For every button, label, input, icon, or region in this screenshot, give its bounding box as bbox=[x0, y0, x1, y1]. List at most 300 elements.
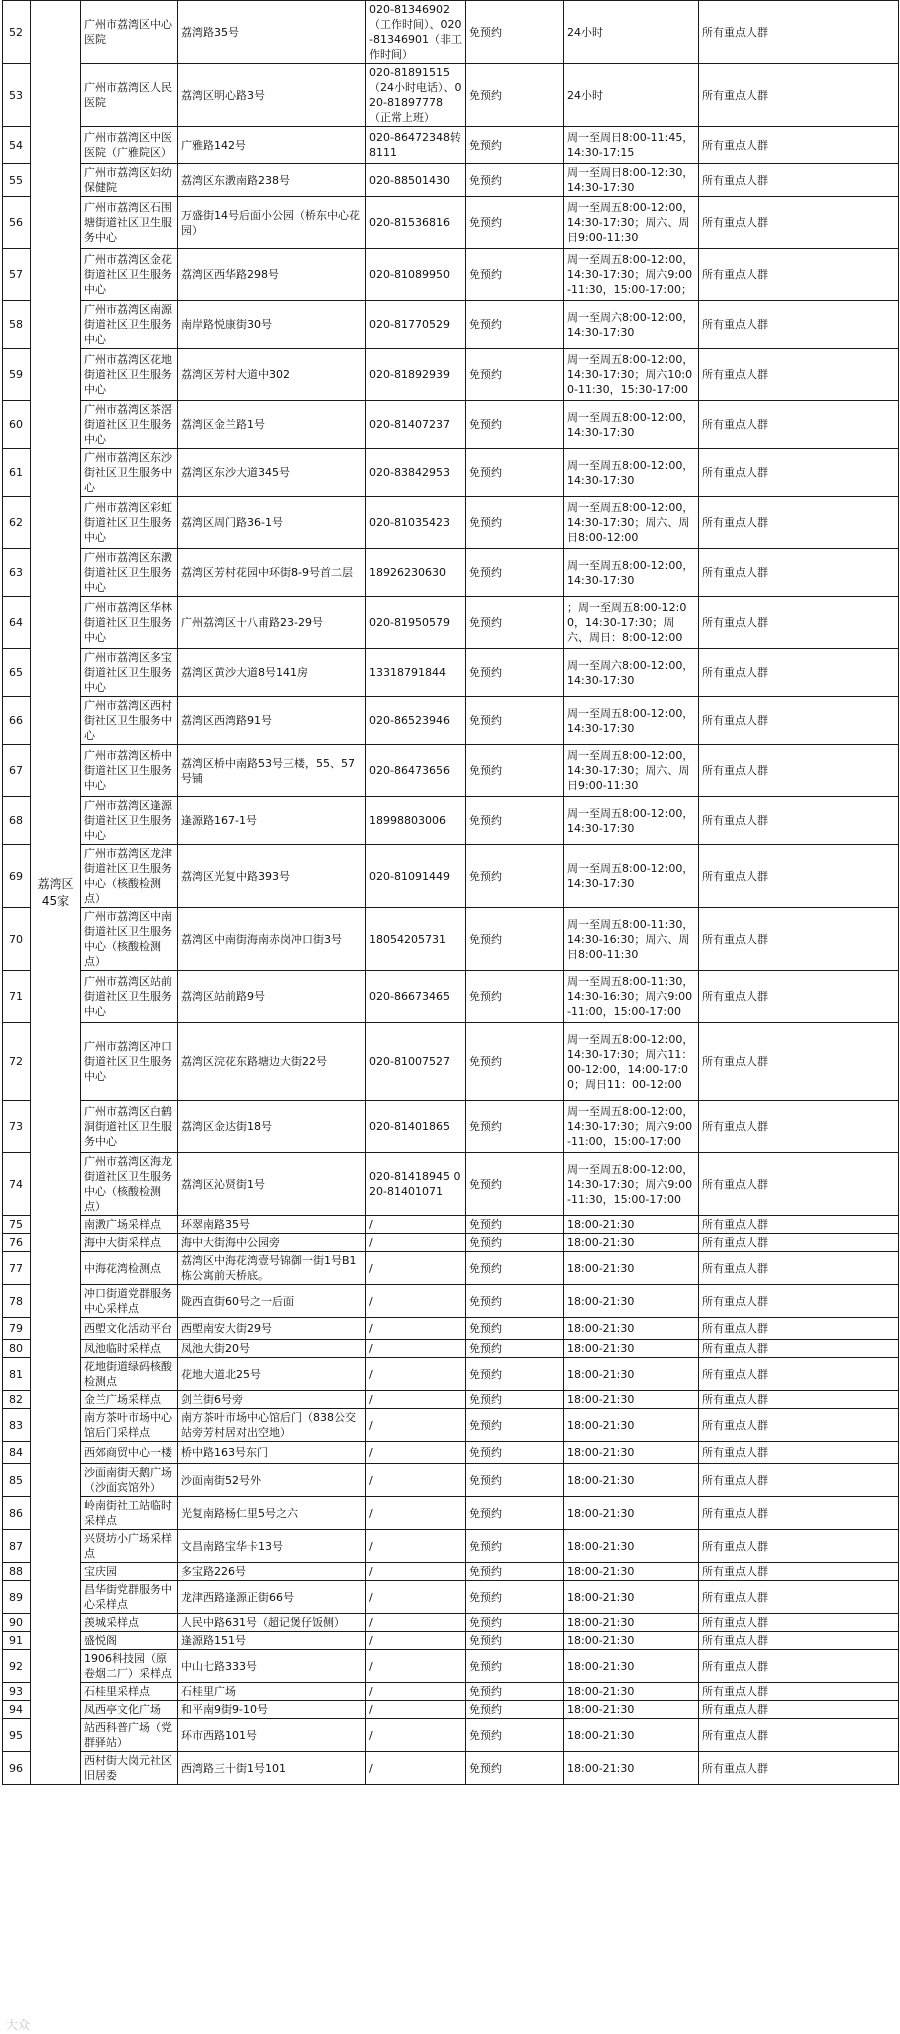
name-cell: 1906科技园（原卷烟二厂）采样点 bbox=[81, 1650, 178, 1683]
address-cell: 荔湾区明心路3号 bbox=[178, 64, 366, 127]
row-number-cell: 89 bbox=[3, 1581, 31, 1614]
table-row bbox=[3, 64, 899, 127]
hours-cell: 周一至周五8:00-12:00，14:30-17:30；周六9:00-11:00，15:00-17:00 bbox=[564, 1101, 699, 1153]
row-number-cell: 82 bbox=[3, 1391, 31, 1409]
appointment-cell: 免预约 bbox=[466, 197, 564, 249]
table-row bbox=[3, 449, 899, 497]
phone-cell: 020-86473656 bbox=[366, 745, 466, 797]
appointment-cell: 免预约 bbox=[466, 845, 564, 908]
name-cell: 广州市荔湾区金花街道社区卫生服务中心 bbox=[81, 249, 178, 301]
name-cell: 广州市荔湾区花地街道社区卫生服务中心 bbox=[81, 349, 178, 401]
hours-cell: 18:00-21:30 bbox=[564, 1391, 699, 1409]
phone-cell: / bbox=[366, 1563, 466, 1581]
table-row bbox=[3, 745, 899, 797]
address-cell: 海中大街海中公园旁 bbox=[178, 1234, 366, 1252]
hours-cell: 周一至周五8:00-12:00，14:30-17:30；周六10:00-11:30，15:30-17:00 bbox=[564, 349, 699, 401]
target-group-cell: 所有重点人群 bbox=[699, 1340, 899, 1358]
appointment-cell: 免预约 bbox=[466, 449, 564, 497]
hours-cell: 18:00-21:30 bbox=[564, 1650, 699, 1683]
name-cell: 南漖广场采样点 bbox=[81, 1216, 178, 1234]
table-row bbox=[3, 1683, 899, 1701]
appointment-cell: 免预约 bbox=[466, 1216, 564, 1234]
address-cell: 光复南路杨仁里5号之六 bbox=[178, 1497, 366, 1530]
name-cell: 宝庆园 bbox=[81, 1563, 178, 1581]
hours-cell: 18:00-21:30 bbox=[564, 1234, 699, 1252]
hours-cell: 周一至周五8:00-12:00，14:30-17:30；周六9:00-11:30，15:00-17:00； bbox=[564, 249, 699, 301]
phone-cell: / bbox=[366, 1719, 466, 1752]
table-row bbox=[3, 649, 899, 697]
name-cell: 金兰广场采样点 bbox=[81, 1391, 178, 1409]
row-number-cell: 78 bbox=[3, 1285, 31, 1318]
appointment-cell: 免预约 bbox=[466, 1530, 564, 1563]
address-cell: 荔湾区芳村大道中302 bbox=[178, 349, 366, 401]
phone-cell: / bbox=[366, 1464, 466, 1497]
hours-cell: 周一至周五8:00-12:00，14:30-17:30；周六、周日9:00-11:30 bbox=[564, 197, 699, 249]
address-cell: 荔湾区站前路9号 bbox=[178, 971, 366, 1023]
table-row bbox=[3, 1285, 899, 1318]
name-cell: 广州市荔湾区华林街道社区卫生服务中心 bbox=[81, 597, 178, 649]
target-group-cell: 所有重点人群 bbox=[699, 349, 899, 401]
name-cell: 南方茶叶市场中心馆后门采样点 bbox=[81, 1409, 178, 1442]
address-cell: 荔湾区芳村花园中环街8-9号首二层 bbox=[178, 549, 366, 597]
name-cell: 广州市荔湾区彩虹街道社区卫生服务中心 bbox=[81, 497, 178, 549]
appointment-cell: 免预约 bbox=[466, 301, 564, 349]
table-row bbox=[3, 1614, 899, 1632]
appointment-cell: 免预约 bbox=[466, 597, 564, 649]
phone-cell: 020-81035423 bbox=[366, 497, 466, 549]
row-number-cell: 81 bbox=[3, 1358, 31, 1391]
hours-cell: 18:00-21:30 bbox=[564, 1632, 699, 1650]
hours-cell: 18:00-21:30 bbox=[564, 1464, 699, 1497]
hours-cell: 18:00-21:30 bbox=[564, 1683, 699, 1701]
target-group-cell: 所有重点人群 bbox=[699, 797, 899, 845]
address-cell: 剑兰街6号旁 bbox=[178, 1391, 366, 1409]
hours-cell: 周一至周五8:00-12:00，14:30-17:30 bbox=[564, 549, 699, 597]
target-group-cell: 所有重点人群 bbox=[699, 1358, 899, 1391]
phone-cell: 020-81536816 bbox=[366, 197, 466, 249]
hours-cell: 周一至周六8:00-12:00，14:30-17:30 bbox=[564, 301, 699, 349]
table-row bbox=[3, 1530, 899, 1563]
table-row bbox=[3, 597, 899, 649]
hours-cell: 18:00-21:30 bbox=[564, 1701, 699, 1719]
appointment-cell: 免预约 bbox=[466, 1318, 564, 1340]
target-group-cell: 所有重点人群 bbox=[699, 1252, 899, 1285]
appointment-cell: 免预约 bbox=[466, 549, 564, 597]
address-cell: 荔湾路35号 bbox=[178, 1, 366, 64]
target-group-cell: 所有重点人群 bbox=[699, 301, 899, 349]
name-cell: 广州市荔湾区茶滘街道社区卫生服务中心 bbox=[81, 401, 178, 449]
appointment-cell: 免预约 bbox=[466, 1101, 564, 1153]
target-group-cell: 所有重点人群 bbox=[699, 249, 899, 301]
row-number-cell: 59 bbox=[3, 349, 31, 401]
row-number-cell: 94 bbox=[3, 1701, 31, 1719]
row-number-cell: 87 bbox=[3, 1530, 31, 1563]
name-cell: 广州市荔湾区东沙街社区卫生服务中心 bbox=[81, 449, 178, 497]
target-group-cell: 所有重点人群 bbox=[699, 1216, 899, 1234]
table-row bbox=[3, 1442, 899, 1464]
name-cell: 广州市荔湾区中南街道社区卫生服务中心（核酸检测点） bbox=[81, 908, 178, 971]
hours-cell: 24小时 bbox=[564, 1, 699, 64]
hours-cell: 周一至周五8:00-11:30，14:30-16:30；周六、周日8:00-11:30 bbox=[564, 908, 699, 971]
hours-cell: 18:00-21:30 bbox=[564, 1442, 699, 1464]
appointment-cell: 免预约 bbox=[466, 797, 564, 845]
address-cell: 凤池大街20号 bbox=[178, 1340, 366, 1358]
appointment-cell: 免预约 bbox=[466, 64, 564, 127]
target-group-cell: 所有重点人群 bbox=[699, 401, 899, 449]
phone-cell: / bbox=[366, 1318, 466, 1340]
target-group-cell: 所有重点人群 bbox=[699, 697, 899, 745]
appointment-cell: 免预约 bbox=[466, 1234, 564, 1252]
phone-cell: / bbox=[366, 1216, 466, 1234]
phone-cell: 020-81401865 bbox=[366, 1101, 466, 1153]
name-cell: 海中大街采样点 bbox=[81, 1234, 178, 1252]
phone-cell: / bbox=[366, 1650, 466, 1683]
appointment-cell: 免预约 bbox=[466, 1650, 564, 1683]
table-row bbox=[3, 1581, 899, 1614]
appointment-cell: 免预约 bbox=[466, 249, 564, 301]
row-number-cell: 63 bbox=[3, 549, 31, 597]
phone-cell: 020-81089950 bbox=[366, 249, 466, 301]
phone-cell: 020-81007527 bbox=[366, 1023, 466, 1101]
row-number-cell: 57 bbox=[3, 249, 31, 301]
address-cell: 荔湾区东沙大道345号 bbox=[178, 449, 366, 497]
row-number-cell: 54 bbox=[3, 127, 31, 164]
table-row bbox=[3, 349, 899, 401]
appointment-cell: 免预约 bbox=[466, 1701, 564, 1719]
target-group-cell: 所有重点人群 bbox=[699, 497, 899, 549]
hours-cell: ；周一至周五8:00-12:00，14:30-17:30；周六、周日：8:00-12:00 bbox=[564, 597, 699, 649]
hours-cell: 18:00-21:30 bbox=[564, 1752, 699, 1785]
phone-cell: 020-86472348转8111 bbox=[366, 127, 466, 164]
table-row bbox=[3, 1391, 899, 1409]
hours-cell: 18:00-21:30 bbox=[564, 1563, 699, 1581]
appointment-cell: 免预约 bbox=[466, 1719, 564, 1752]
phone-cell: 020-81892939 bbox=[366, 349, 466, 401]
hours-cell: 周一至周五8:00-12:00，14:30-17:30 bbox=[564, 401, 699, 449]
row-number-cell: 91 bbox=[3, 1632, 31, 1650]
target-group-cell: 所有重点人群 bbox=[699, 1581, 899, 1614]
target-group-cell: 所有重点人群 bbox=[699, 64, 899, 127]
hours-cell: 18:00-21:30 bbox=[564, 1530, 699, 1563]
phone-cell: 020-83842953 bbox=[366, 449, 466, 497]
table-row bbox=[3, 1358, 899, 1391]
target-group-cell: 所有重点人群 bbox=[699, 1, 899, 64]
hours-cell: 周一至周五8:00-11:30，14:30-16:30；周六9:00-11:00，15:00-17:00 bbox=[564, 971, 699, 1023]
appointment-cell: 免预约 bbox=[466, 1683, 564, 1701]
name-cell: 广州市荔湾区中心医院 bbox=[81, 1, 178, 64]
address-cell: 龙津西路逢源正街66号 bbox=[178, 1581, 366, 1614]
address-cell: 荔湾区浣花东路塘边大街22号 bbox=[178, 1023, 366, 1101]
target-group-cell: 所有重点人群 bbox=[699, 845, 899, 908]
name-cell: 西塱文化活动平台 bbox=[81, 1318, 178, 1340]
phone-cell: 020-81346902（工作时间）、020-81346901（非工作时间） bbox=[366, 1, 466, 64]
row-number-cell: 70 bbox=[3, 908, 31, 971]
address-cell: 荔湾区桥中南路53号三楼，55、57号铺 bbox=[178, 745, 366, 797]
address-cell: 桥中路163号东门 bbox=[178, 1442, 366, 1464]
target-group-cell: 所有重点人群 bbox=[699, 1563, 899, 1581]
table-row bbox=[3, 1, 899, 64]
hours-cell: 周一至周五8:00-12:00，14:30-17:30 bbox=[564, 697, 699, 745]
hours-cell: 周一至周五8:00-12:00，14:30-17:30；周六、周日9:00-11:30 bbox=[564, 745, 699, 797]
target-group-cell: 所有重点人群 bbox=[699, 1318, 899, 1340]
table-row bbox=[3, 1234, 899, 1252]
address-cell: 多宝路226号 bbox=[178, 1563, 366, 1581]
phone-cell: 020-88501430 bbox=[366, 164, 466, 197]
name-cell: 广州市荔湾区东漖街道社区卫生服务中心 bbox=[81, 549, 178, 597]
table-row bbox=[3, 1409, 899, 1442]
phone-cell: 020-81950579 bbox=[366, 597, 466, 649]
address-cell: 逢源路167-1号 bbox=[178, 797, 366, 845]
appointment-cell: 免预约 bbox=[466, 697, 564, 745]
table-row bbox=[3, 249, 899, 301]
address-cell: 荔湾区金达街18号 bbox=[178, 1101, 366, 1153]
table-row bbox=[3, 1023, 899, 1101]
row-number-cell: 77 bbox=[3, 1252, 31, 1285]
hours-cell: 18:00-21:30 bbox=[564, 1340, 699, 1358]
name-cell: 广州市荔湾区妇幼保健院 bbox=[81, 164, 178, 197]
appointment-cell: 免预约 bbox=[466, 1497, 564, 1530]
name-cell: 广州市荔湾区海龙街道社区卫生服务中心（核酸检测点） bbox=[81, 1153, 178, 1216]
hours-cell: 周一至周五8:00-12:00，14:30-17:30；周六11：00-12:00，14:00-17:00；周日11：00-12:00 bbox=[564, 1023, 699, 1101]
address-cell: 荔湾区金兰路1号 bbox=[178, 401, 366, 449]
hours-cell: 18:00-21:30 bbox=[564, 1216, 699, 1234]
name-cell: 西村街大岗元社区旧居委 bbox=[81, 1752, 178, 1785]
address-cell: 广州荔湾区十八甫路23-29号 bbox=[178, 597, 366, 649]
address-cell: 石桂里广场 bbox=[178, 1683, 366, 1701]
target-group-cell: 所有重点人群 bbox=[699, 1409, 899, 1442]
phone-cell: / bbox=[366, 1358, 466, 1391]
target-group-cell: 所有重点人群 bbox=[699, 1391, 899, 1409]
appointment-cell: 免预约 bbox=[466, 349, 564, 401]
target-group-cell: 所有重点人群 bbox=[699, 1023, 899, 1101]
target-group-cell: 所有重点人群 bbox=[699, 1530, 899, 1563]
address-cell: 沙面南街52号外 bbox=[178, 1464, 366, 1497]
phone-cell: 020-81091449 bbox=[366, 845, 466, 908]
phone-cell: 18054205731 bbox=[366, 908, 466, 971]
table-row bbox=[3, 1632, 899, 1650]
table-row bbox=[3, 1497, 899, 1530]
phone-cell: / bbox=[366, 1752, 466, 1785]
table-row bbox=[3, 1153, 899, 1216]
appointment-cell: 免预约 bbox=[466, 127, 564, 164]
target-group-cell: 所有重点人群 bbox=[699, 649, 899, 697]
appointment-cell: 免预约 bbox=[466, 1, 564, 64]
phone-cell: / bbox=[366, 1614, 466, 1632]
target-group-cell: 所有重点人群 bbox=[699, 549, 899, 597]
name-cell: 广州市荔湾区石围塘街道社区卫生服务中心 bbox=[81, 197, 178, 249]
row-number-cell: 88 bbox=[3, 1563, 31, 1581]
appointment-cell: 免预约 bbox=[466, 971, 564, 1023]
hours-cell: 周一至周五8:00-12:00，14:30-17:30；周六9:00-11:30，15:00-17:00 bbox=[564, 1153, 699, 1216]
address-cell: 荔湾区东漖南路238号 bbox=[178, 164, 366, 197]
name-cell: 花地街道绿码核酸检测点 bbox=[81, 1358, 178, 1391]
hours-cell: 18:00-21:30 bbox=[564, 1409, 699, 1442]
name-cell: 广州市荔湾区站前街道社区卫生服务中心 bbox=[81, 971, 178, 1023]
row-number-cell: 52 bbox=[3, 1, 31, 64]
row-number-cell: 74 bbox=[3, 1153, 31, 1216]
name-cell: 岭南街社工站临时采样点 bbox=[81, 1497, 178, 1530]
address-cell: 环翠南路35号 bbox=[178, 1216, 366, 1234]
phone-cell: 18998803006 bbox=[366, 797, 466, 845]
address-cell: 陇西直街60号之一后面 bbox=[178, 1285, 366, 1318]
phone-cell: 020-81891515（24小时电话）、020-81897778（正常上班） bbox=[366, 64, 466, 127]
phone-cell: 020-81407237 bbox=[366, 401, 466, 449]
row-number-cell: 96 bbox=[3, 1752, 31, 1785]
name-cell: 广州市荔湾区中医医院（广雅院区） bbox=[81, 127, 178, 164]
table-row bbox=[3, 1752, 899, 1785]
name-cell: 广州市荔湾区人民医院 bbox=[81, 64, 178, 127]
appointment-cell: 免预约 bbox=[466, 1632, 564, 1650]
target-group-cell: 所有重点人群 bbox=[699, 1442, 899, 1464]
appointment-cell: 免预约 bbox=[466, 1409, 564, 1442]
name-cell: 广州市荔湾区西村街社区卫生服务中心 bbox=[81, 697, 178, 745]
row-number-cell: 86 bbox=[3, 1497, 31, 1530]
appointment-cell: 免预约 bbox=[466, 1358, 564, 1391]
name-cell: 中海花湾检测点 bbox=[81, 1252, 178, 1285]
row-number-cell: 79 bbox=[3, 1318, 31, 1340]
table-row bbox=[3, 797, 899, 845]
appointment-cell: 免预约 bbox=[466, 1391, 564, 1409]
name-cell: 盛悦阁 bbox=[81, 1632, 178, 1650]
row-number-cell: 84 bbox=[3, 1442, 31, 1464]
target-group-cell: 所有重点人群 bbox=[699, 1632, 899, 1650]
address-cell: 荔湾区光复中路393号 bbox=[178, 845, 366, 908]
table-row bbox=[3, 845, 899, 908]
appointment-cell: 免预约 bbox=[466, 1614, 564, 1632]
hours-cell: 周一至周五8:00-12:00，14:30-17:30 bbox=[564, 797, 699, 845]
phone-cell: / bbox=[366, 1285, 466, 1318]
hours-cell: 18:00-21:30 bbox=[564, 1358, 699, 1391]
table-row bbox=[3, 1701, 899, 1719]
row-number-cell: 80 bbox=[3, 1340, 31, 1358]
hours-cell: 周一至周日8:00-12:30，14:30-17:30 bbox=[564, 164, 699, 197]
table-row bbox=[3, 1719, 899, 1752]
name-cell: 西郊商贸中心一楼 bbox=[81, 1442, 178, 1464]
target-group-cell: 所有重点人群 bbox=[699, 1701, 899, 1719]
table-row bbox=[3, 401, 899, 449]
row-number-cell: 83 bbox=[3, 1409, 31, 1442]
row-number-cell: 69 bbox=[3, 845, 31, 908]
phone-cell: 13318791844 bbox=[366, 649, 466, 697]
table-row bbox=[3, 1650, 899, 1683]
target-group-cell: 所有重点人群 bbox=[699, 449, 899, 497]
table-row bbox=[3, 697, 899, 745]
table-body bbox=[3, 1, 899, 1785]
target-group-cell: 所有重点人群 bbox=[699, 1464, 899, 1497]
hours-cell: 周一至周日8:00-11:45，14:30-17:15 bbox=[564, 127, 699, 164]
hours-cell: 18:00-21:30 bbox=[564, 1719, 699, 1752]
appointment-cell: 免预约 bbox=[466, 1252, 564, 1285]
table-row bbox=[3, 197, 899, 249]
appointment-cell: 免预约 bbox=[466, 497, 564, 549]
district-cell: 荔湾区 45家 bbox=[31, 1, 81, 1785]
table-row bbox=[3, 1464, 899, 1497]
row-number-cell: 61 bbox=[3, 449, 31, 497]
phone-cell: / bbox=[366, 1252, 466, 1285]
appointment-cell: 免预约 bbox=[466, 1340, 564, 1358]
address-cell: 人民中路631号（超记煲仔饭侧） bbox=[178, 1614, 366, 1632]
phone-cell: / bbox=[366, 1632, 466, 1650]
name-cell: 兴贤坊小广场采样点 bbox=[81, 1530, 178, 1563]
phone-cell: / bbox=[366, 1391, 466, 1409]
address-cell: 荔湾区中南街海南赤岗冲口街3号 bbox=[178, 908, 366, 971]
name-cell: 冲口街道党群服务中心采样点 bbox=[81, 1285, 178, 1318]
name-cell: 广州市荔湾区白鹤洞街道社区卫生服务中心 bbox=[81, 1101, 178, 1153]
row-number-cell: 64 bbox=[3, 597, 31, 649]
name-cell: 广州市荔湾区冲口街道社区卫生服务中心 bbox=[81, 1023, 178, 1101]
appointment-cell: 免预约 bbox=[466, 1581, 564, 1614]
phone-cell: 020-86523946 bbox=[366, 697, 466, 745]
phone-cell: / bbox=[366, 1701, 466, 1719]
name-cell: 广州市荔湾区多宝街道社区卫生服务中心 bbox=[81, 649, 178, 697]
appointment-cell: 免预约 bbox=[466, 745, 564, 797]
hours-cell: 周一至周六8:00-12:00，14:30-17:30 bbox=[564, 649, 699, 697]
table-row bbox=[3, 971, 899, 1023]
phone-cell: 020-81418945 020-81401071 bbox=[366, 1153, 466, 1216]
target-group-cell: 所有重点人群 bbox=[699, 164, 899, 197]
address-cell: 西湾路三十街1号101 bbox=[178, 1752, 366, 1785]
row-number-cell: 60 bbox=[3, 401, 31, 449]
address-cell: 南岸路悦康街30号 bbox=[178, 301, 366, 349]
appointment-cell: 免预约 bbox=[466, 908, 564, 971]
phone-cell: / bbox=[366, 1530, 466, 1563]
row-number-cell: 85 bbox=[3, 1464, 31, 1497]
address-cell: 逢源路151号 bbox=[178, 1632, 366, 1650]
name-cell: 昌华街党群服务中心采样点 bbox=[81, 1581, 178, 1614]
row-number-cell: 53 bbox=[3, 64, 31, 127]
name-cell: 凤池临时采样点 bbox=[81, 1340, 178, 1358]
row-number-cell: 71 bbox=[3, 971, 31, 1023]
row-number-cell: 95 bbox=[3, 1719, 31, 1752]
target-group-cell: 所有重点人群 bbox=[699, 1234, 899, 1252]
address-cell: 花地大道北25号 bbox=[178, 1358, 366, 1391]
row-number-cell: 67 bbox=[3, 745, 31, 797]
table-row bbox=[3, 549, 899, 597]
address-cell: 文昌南路宝华卡13号 bbox=[178, 1530, 366, 1563]
phone-cell: 020-81770529 bbox=[366, 301, 466, 349]
phone-cell: 020-86673465 bbox=[366, 971, 466, 1023]
hours-cell: 18:00-21:30 bbox=[564, 1318, 699, 1340]
target-group-cell: 所有重点人群 bbox=[699, 1752, 899, 1785]
phone-cell: 18926230630 bbox=[366, 549, 466, 597]
phone-cell: / bbox=[366, 1442, 466, 1464]
table-row bbox=[3, 1252, 899, 1285]
target-group-cell: 所有重点人群 bbox=[699, 1719, 899, 1752]
phone-cell: / bbox=[366, 1497, 466, 1530]
target-group-cell: 所有重点人群 bbox=[699, 745, 899, 797]
name-cell: 羡城采样点 bbox=[81, 1614, 178, 1632]
appointment-cell: 免预约 bbox=[466, 1442, 564, 1464]
appointment-cell: 免预约 bbox=[466, 649, 564, 697]
hours-cell: 18:00-21:30 bbox=[564, 1581, 699, 1614]
phone-cell: / bbox=[366, 1409, 466, 1442]
table-row bbox=[3, 301, 899, 349]
address-cell: 荔湾区周门路36-1号 bbox=[178, 497, 366, 549]
row-number-cell: 75 bbox=[3, 1216, 31, 1234]
address-cell: 荔湾区黄沙大道8号141房 bbox=[178, 649, 366, 697]
address-cell: 荔湾区西华路298号 bbox=[178, 249, 366, 301]
table-row bbox=[3, 164, 899, 197]
target-group-cell: 所有重点人群 bbox=[699, 971, 899, 1023]
row-number-cell: 66 bbox=[3, 697, 31, 745]
appointment-cell: 免预约 bbox=[466, 401, 564, 449]
table-row bbox=[3, 1563, 899, 1581]
table-row bbox=[3, 497, 899, 549]
row-number-cell: 92 bbox=[3, 1650, 31, 1683]
hours-cell: 18:00-21:30 bbox=[564, 1285, 699, 1318]
phone-cell: / bbox=[366, 1340, 466, 1358]
appointment-cell: 免预约 bbox=[466, 1153, 564, 1216]
